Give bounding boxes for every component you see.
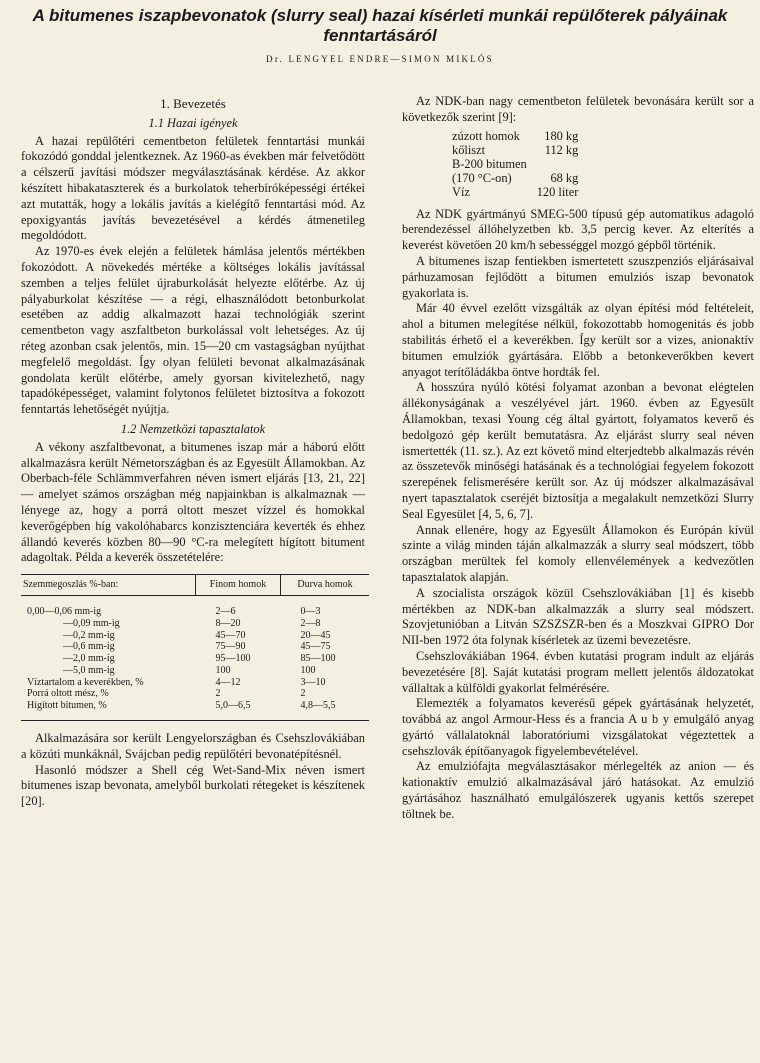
table-row (452, 143, 578, 157)
table-cell: 120 liter (536, 184, 579, 199)
table-cell: 20—45 (300, 629, 331, 641)
table-header-cell: Szemmegoszlás %-ban: (23, 579, 119, 591)
table-cell: 4,8—5,5 (281, 700, 370, 720)
table-cell: 0,00—0,06 mm-ig (27, 605, 102, 617)
table-cell: —5,0 mm-ig (63, 664, 115, 676)
paragraph: Csehszlovákiában 1964. évben kutatási program indult az eljárás bevezetésére [8]. Saját kutatási program mellett jelentős áldozatokat vállaltak a külföldi gyakorlat felmérésére. (402, 648, 754, 695)
table-row (21, 641, 369, 653)
table-row (21, 630, 369, 642)
table-cell: 75—90 (215, 641, 246, 653)
subsection-heading-international-experience: 1.2 Nemzetközi tapasztalatok (120, 421, 266, 436)
table-cell: 2—6 (215, 605, 236, 617)
paragraph: Az NDK gyártmányú SMEG-500 típusú gép automatikus adagoló berendezéssel állóhelyzetben kb. 3,5 percig kever. Az elterítés a keverést követően 20 km/h sebességgel mozgó gépből történik. (402, 206, 754, 253)
table-row (21, 688, 369, 700)
table-cell: —2,0 mm-ig (63, 653, 115, 665)
paragraph: A vékony aszfaltbevonat, a bitumenes iszap már a háború előtt alkalmazásra került Németországban és az Egyesült Államokban. Az Oberbach-féle Schlämmverfahren néven ismert eljárás [13, 21, 22] — amelyet számos országban még napjainkban is alkalmaznak — lényege az, hogy a porrá oltott meszet vízzel és homokkal keverőgépben híg vakolóhabarcs konzisztenciára keverték és ehhez állandó keverés közben 80—90 °C-ra melegített hígított bitument adagoltak. Példa a keverék összetételére: (21, 439, 365, 565)
table-cell: 100 (215, 664, 231, 676)
paragraph: A bitumenes iszap fentiekben ismertetett szuszpenziós eljárásaival párhuzamosan fejlődött a bitumen emulziós iszap bevonatok gyakorlata is. (402, 253, 754, 300)
paragraph: Már 40 évvel ezelőtt vizsgálták az olyan építési mód feltételeit, ahol a bitumen melegítése nélkül, fokozottabb homogenitás és jobb stabilitás érhető el a keverékben. Így került sor a vizes, anionaktív bitumen emulziók gyártására. Előbb a betonkeverőkben kevert anyagot terítőládákba öntve hordták fel. (402, 301, 754, 379)
table-cell: zúzott homok (452, 128, 520, 143)
table-cell: 2 (215, 688, 221, 700)
left-column (21, 94, 365, 810)
table-row (452, 157, 578, 171)
table-cell: 180 kg (544, 128, 579, 143)
grain-distribution-table (21, 574, 369, 721)
table-cell: 45—75 (300, 641, 331, 653)
table-cell: —0,09 mm-ig (63, 617, 120, 629)
article-title: A bitumenes iszapbevonatok (slurry seal) hazai kísérleti munkái repülőterek pályáinak fenntartásáról (32, 6, 728, 45)
paragraph: Hasonló módszer a Shell cég Wet-Sand-Mix néven ismert bitumenes iszap bevonata, amelyből burkolati rétegeket is készítenek [20]. (21, 762, 365, 809)
table-cell: Víz (452, 184, 470, 199)
table-header-cell: Finom homok (196, 575, 281, 596)
table-cell: 45—70 (215, 629, 246, 641)
paragraph: Alkalmazására sor került Lengyelországban és Csehszlovákiában a közúti munkáknál, Svájcban pedig repülőtéri bevonatépítésnél. (21, 731, 365, 761)
paragraph: Az 1970-es évek elején a felületek hámlása jelentős mértékben fokozódott. A növekedés mértéke a költséges lokális javítással szemben a teljes felület újraburkolását helyezte előtérbe. Az új pályaburkolat készítése — a régi, elhasználódott betonburkolat esetében az addig alkalmazott hazai technológiák szerint cementbeton vagy aszfaltbeton burkolással volt lehetséges. Az új réteg azonban csak jelentős, min. 15—20 cm vastagságban nyújthat megfelelő megoldást. Így olyan felületi bevonat alkalmazásának gondolata került előtérbe, amely gyorsan kivitelezhető, nagy tapadóképességet, valamint folytonos felületet biztosítva a fokozott fenntartás lehetőségét nyújtja. (21, 244, 365, 417)
paragraph: Az NDK-ban nagy cementbeton felületek bevonására került sor a következők szerint [9]: (402, 94, 754, 124)
table-cell: 8—20 (215, 617, 241, 629)
table-row (452, 171, 578, 185)
paragraph: Az emulziófajta megválasztásakor mérlegelték az anion — és kationaktív emulzió alkalmazásával járó hatásokat. Az emulzió gyártásához használható emulgálószerek ugyanis kettős szerepet töltnek be. (402, 759, 754, 821)
table-cell: 85—100 (300, 653, 336, 665)
table-cell: 68 kg (550, 170, 579, 185)
table-row (21, 665, 369, 677)
table-header-cell: Durva homok (281, 575, 370, 596)
table-cell: 100 (300, 664, 316, 676)
table-cell: 112 kg (544, 142, 579, 157)
table-cell: 95—100 (215, 653, 251, 665)
table-cell: Porrá oltott mész, % (27, 688, 109, 700)
table-row (452, 129, 578, 143)
table-row (452, 185, 578, 199)
table-cell (527, 157, 579, 171)
table-cell: 2—8 (300, 617, 321, 629)
table-cell: 4—12 (215, 676, 241, 688)
mix-composition-table (452, 129, 578, 199)
paragraph: Elemezték a folyamatos keverésű gépek gyártásának helyzetét, továbbá az angol Armour-Hess és a francia A u b y emulgáló anyag gyártó vállalatoknál laboratóriumi vizsgálatokat végeztettek a csehszlovák építőanyagok figyelembevételével. (402, 696, 754, 758)
section-heading-introduction: 1. Bevezetés (160, 96, 226, 111)
table-cell: 2 (300, 688, 306, 700)
table-cell: 5,0—6,5 (196, 700, 281, 720)
table-cell: B-200 bitumen (452, 156, 527, 171)
paragraph: Annak ellenére, hogy az Egyesült Államokon és Európán kívül szinte a világ minden táján alkalmazzák a slurry seal módszert, több országban merültek fel komoly ellenvélemények a kedvezőtlen tapasztalatok alapján. (402, 522, 754, 584)
subsection-heading-domestic-needs: 1.1 Hazai igények (148, 115, 238, 130)
right-column (402, 94, 754, 823)
table-cell: 0—3 (300, 605, 321, 617)
paragraph: A hosszúra nyúló kötési folyamat azonban a bevonat elégtelen állékonyságának a veszélyével járt. 1960. évben az Egyesült Államokban, texasi Young cég által gyártott, folyamatos keverő és bedolgozó gép került bemutatásra. Az eljárást slurry seal néven ismertették (11. sz.). Az ezt követő mind elterjedtebb alkalmazás révén az összetevők minőségi hatásának és a technológiai fegyelem fokozott szerepének felismerésére került sor. Az új módszer alkalmazásával nyert tapasztalatok cseréjét biztosítja a megalakult nemzetközi Slurry Seal Egyesület [4, 5, 6, 7]. (402, 380, 754, 521)
table-cell: Hígított bitumen, % (21, 700, 196, 720)
table-cell: (170 °C-on) (452, 170, 512, 185)
paragraph: A hazai repülőtéri cementbeton felületek fenntartási munkái fokozódó gonddal jelentkeznek. Az 1960-as években már felvetődött a célszerű javítási módszer megválasztásának kérdése. Az akkor készített hibakataszterek és a burkolatok teherbíróképességi értékei azt mutatták, hogy a lokális javítás a kielégítő fenntartási mód. Az epoxigyantás javítás bevezetésével a kérdés átmenetileg megoldódott. (21, 133, 365, 243)
table-row (21, 618, 369, 630)
table-cell: 3—10 (300, 676, 326, 688)
table-row (21, 700, 369, 720)
table-header-row (21, 575, 369, 596)
table-row (21, 677, 369, 689)
table-cell: Víztartalom a keverékben, % (27, 676, 144, 688)
table-cell: —0,2 mm-ig (63, 629, 115, 641)
table-cell: kőliszt (452, 142, 486, 157)
table-cell: —0,6 mm-ig (63, 641, 115, 653)
table-row (21, 653, 369, 665)
table-row (21, 595, 369, 617)
paragraph: A szocialista országok közül Csehszlovákiában [1] és kisebb mértékben az NDK-ban alkalmazzák a slurry seal módszert. Szovjetunióban a Litván SZSZSZR-ben és a Moszkvai GIPRO Dor NII-ben 1972 óta folynak kísérletek az üzemi bevezetésre. (402, 585, 754, 648)
article-authors: Dr. LENGYEL ENDRE—SIMON MIKLÓS (266, 54, 494, 64)
